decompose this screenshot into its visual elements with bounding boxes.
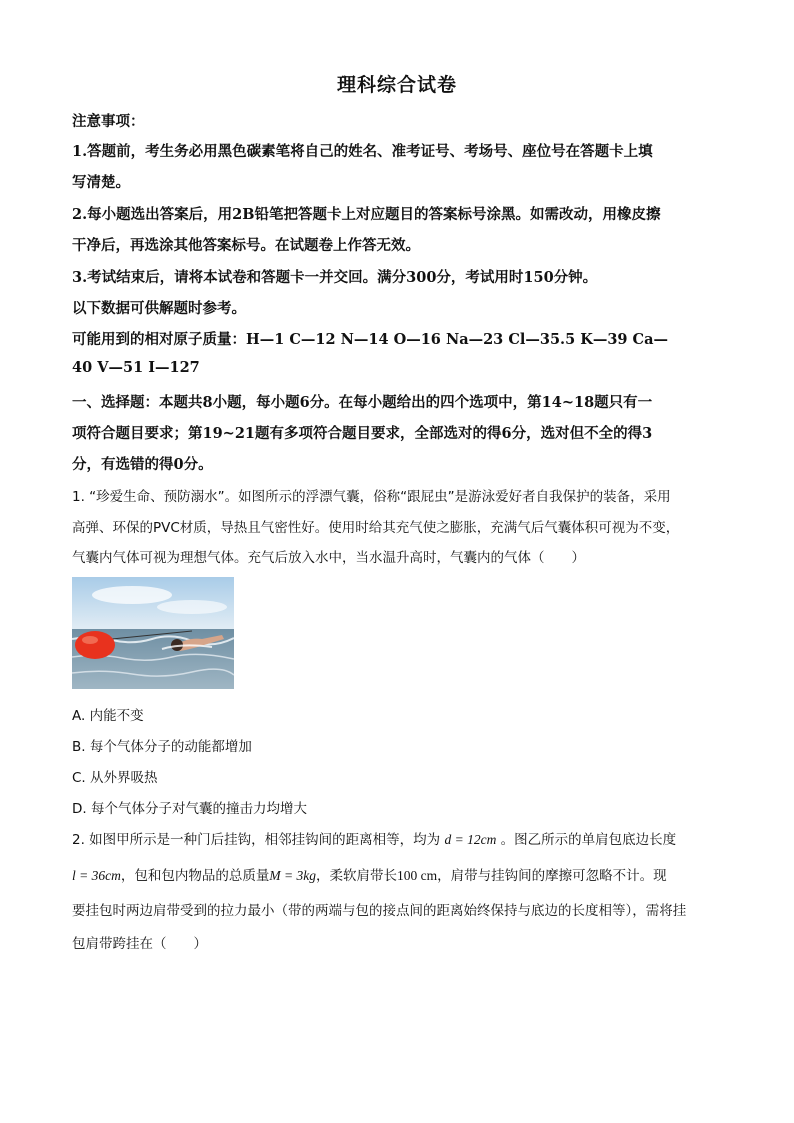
notes-line: 干净后，再选涂其他答案标号。在试题卷上作答无效。 — [72, 237, 420, 254]
swimmer-float-photo — [72, 577, 234, 689]
notes-heading: 注意事项： — [72, 113, 145, 130]
section-line: 一、选择题：本题共8小题，每小题6分。在每小题给出的四个选项中，第14~18题只有一 — [72, 394, 653, 411]
math-mass: M = 3kg — [269, 868, 316, 883]
notes-line: 1.答题前，考生务必用黑色碳素笔将自己的姓名、准考证号、考场号、座位号在答题卡上填 — [72, 143, 653, 160]
math-length: l = 36cm — [72, 868, 121, 883]
page-title: 理科综合试卷 — [336, 74, 457, 96]
notes-line: 40 V—51 I—127 — [72, 359, 200, 376]
section-line: 项符合题目要求；第19~21题有多项符合题目要求，全部选对的得6分，选对但不全的得3 — [72, 425, 653, 442]
question-1-option-b: B. 每个气体分子的动能都增加 — [72, 739, 252, 755]
question-1-line: 1. “珍爱生命、预防溺水”。如图所示的浮漂气囊，俗称“跟屁虫”是游泳爱好者自我保护的装备，采用 — [72, 489, 671, 505]
question-2-line-3: 要挂包时两边肩带受到的拉力最小（带的两端与包的接点间的距离始终保持与底边的长度相等），需将挂 — [72, 903, 687, 919]
notes-line: 可能用到的相对原子质量：H—1 C—12 N—14 O—16 Na—23 Cl—35.5 K—39 Ca— — [72, 331, 668, 348]
notes-line: 2.每小题选出答案后，用2B铅笔把答题卡上对应题目的答案标号涂黑。如需改动，用橡皮擦 — [72, 206, 661, 223]
notes-line: 写清楚。 — [72, 174, 130, 191]
math-strap-length: 100 cm — [396, 868, 438, 883]
question-2-line-2: l = 36cm，包和包内物品的总质量M = 3kg，柔软肩带长100 cm，肩带与挂钩间的摩擦可忽略不计。现 — [72, 868, 667, 884]
question-1-option-a: A. 内能不变 — [72, 708, 144, 724]
notes-line: 3.考试结束后，请将本试卷和答题卡一并交回。满分300分，考试用时150分钟。 — [72, 269, 598, 286]
question-1-option-c: C. 从外界吸热 — [72, 770, 158, 786]
question-1-line: 气囊内气体可视为理想气体。充气后放入水中，当水温升高时，气囊内的气体（ ） — [72, 550, 585, 566]
question-1-line: 高弹、环保的PVC材质，导热且气密性好。使用时给其充气使之膨胀，充满气后气囊体积可视为不变， — [72, 520, 680, 536]
question-2-line-1: 2. 如图甲所示是一种门后挂钩，相邻挂钩间的距离相等，均为 d = 12cm 。图乙所示的单肩包底边长度 — [72, 832, 677, 848]
section-line: 分，有选错的得0分。 — [72, 456, 213, 473]
math-distance: d = 12cm — [444, 832, 497, 847]
question-2-line-4: 包肩带跨挂在（ ） — [72, 936, 207, 952]
notes-line: 以下数据可供解题时参考。 — [72, 300, 246, 317]
question-1-option-d: D. 每个气体分子对气囊的撞击力均增大 — [72, 801, 307, 817]
